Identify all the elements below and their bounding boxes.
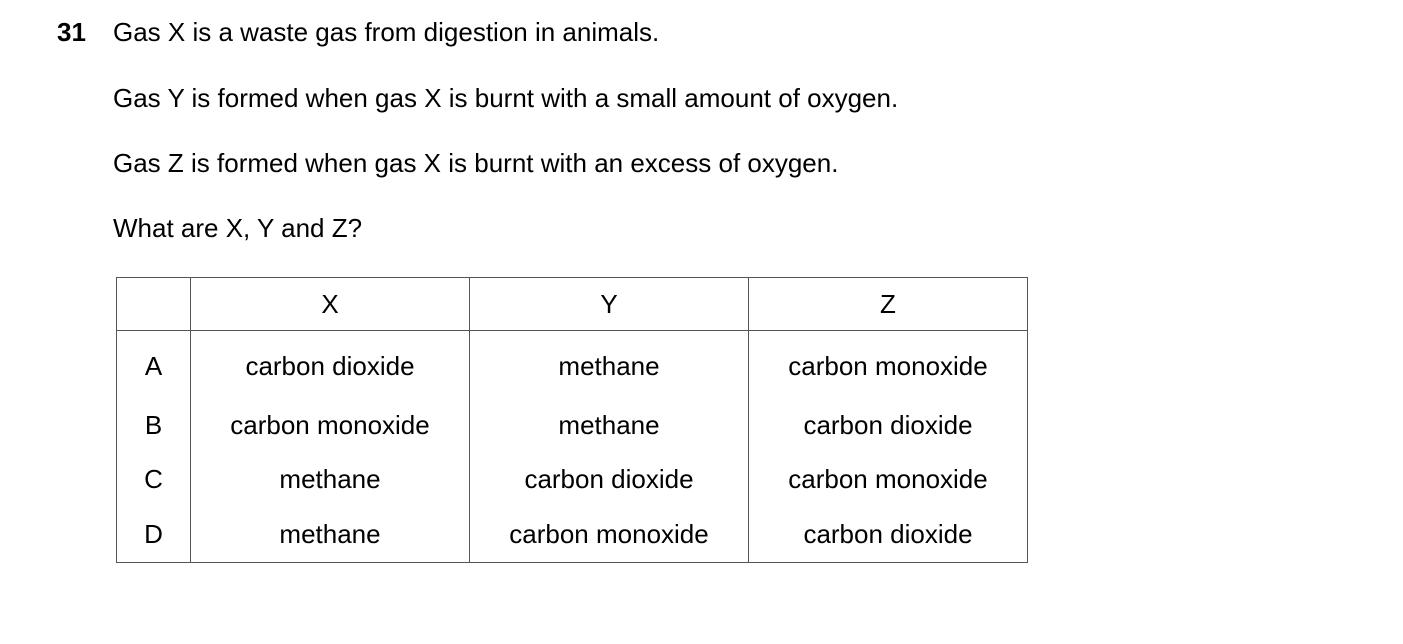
- cell-z: carbon dioxide: [749, 506, 1028, 563]
- cell-y: carbon dioxide: [470, 452, 749, 506]
- cell-x: carbon monoxide: [191, 398, 470, 452]
- table-header-row: [117, 278, 1028, 331]
- option-letter: B: [117, 398, 191, 452]
- header-cell-z: Z: [749, 278, 1028, 331]
- cell-z: carbon monoxide: [749, 452, 1028, 506]
- question-prompt: What are X, Y and Z?: [113, 213, 363, 243]
- table-row: [117, 331, 1028, 399]
- question-line-2: Gas Y is formed when gas X is burnt with a small amount of oxygen.: [113, 83, 899, 113]
- cell-x: methane: [191, 452, 470, 506]
- header-cell-x: X: [191, 278, 470, 331]
- table-row: [117, 506, 1028, 563]
- question-line-1: Gas X is a waste gas from digestion in animals.: [113, 17, 660, 47]
- cell-x: carbon dioxide: [191, 331, 470, 399]
- option-letter: D: [117, 506, 191, 563]
- table-row: [117, 398, 1028, 452]
- cell-y: methane: [470, 398, 749, 452]
- cell-y: carbon monoxide: [470, 506, 749, 563]
- cell-x: methane: [191, 506, 470, 563]
- question-number: 31: [57, 17, 86, 47]
- cell-z: carbon monoxide: [749, 331, 1028, 399]
- answer-options-table: [116, 277, 1028, 563]
- header-cell-y: Y: [470, 278, 749, 331]
- option-letter: C: [117, 452, 191, 506]
- cell-z: carbon dioxide: [749, 398, 1028, 452]
- table-row: [117, 452, 1028, 506]
- option-letter: A: [117, 331, 191, 399]
- question-line-3: Gas Z is formed when gas X is burnt with an excess of oxygen.: [113, 148, 839, 178]
- cell-y: methane: [470, 331, 749, 399]
- header-cell-letter: [117, 278, 191, 331]
